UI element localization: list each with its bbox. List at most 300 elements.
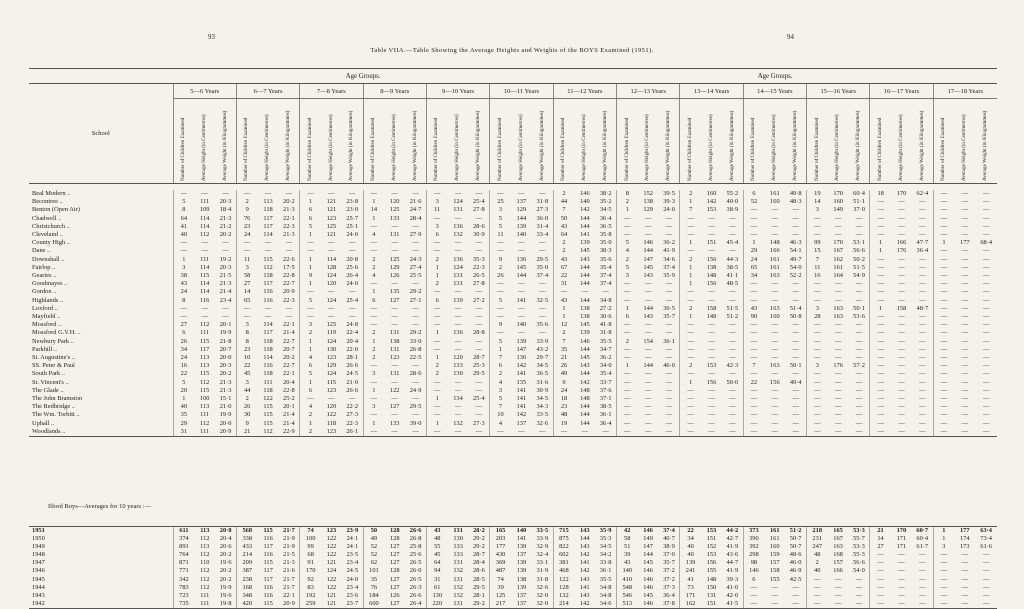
table-cell: 54·9 [853, 272, 865, 280]
age-group-header: 5—6 Years [173, 84, 236, 99]
school-name: Cleveland .. [32, 231, 63, 239]
table-cell: — [983, 329, 990, 337]
table-cell: — [412, 411, 419, 419]
averages-cell: — [806, 592, 827, 600]
table-cell: — [771, 288, 779, 296]
table-cell: — [870, 223, 891, 231]
table-cell: 164 [833, 272, 843, 280]
table-cell: — [983, 411, 990, 419]
table-cell: — [454, 411, 462, 419]
averages-cell: 392 [743, 543, 764, 551]
table-cell: 21·4 [283, 419, 295, 427]
table-cell: 21·6 [409, 198, 422, 206]
table-cell: — [870, 354, 891, 362]
table-row [29, 338, 997, 346]
table-cell: 156 [706, 378, 717, 386]
table-cell: 3 [807, 305, 828, 313]
averages-cell: 139 [516, 567, 527, 575]
table-cell: 8 [236, 329, 257, 337]
table-cell: 1 [363, 215, 384, 223]
averages-cell: 184 [363, 592, 384, 600]
table-cell: — [426, 428, 447, 437]
table-cell: 1 [363, 198, 384, 206]
table-cell: — [680, 338, 701, 346]
table-cell: 2 [617, 198, 638, 206]
averages-cell: 29·2 [469, 600, 490, 609]
table-cell: — [426, 346, 447, 354]
table-cell: — [708, 419, 715, 427]
table-cell: 115 [200, 337, 210, 345]
table-cell: 129 [516, 206, 527, 214]
table-cell: 29·5 [473, 370, 485, 378]
table-cell: — [645, 296, 652, 304]
averages-cell: 214 [553, 600, 574, 609]
table-cell: — [645, 214, 652, 222]
averages-cell: 32·9 [536, 543, 549, 551]
table-cell: — [898, 362, 905, 370]
table-cell: — [983, 345, 990, 353]
table-cell: 1 [680, 264, 701, 272]
table-cell: — [638, 428, 659, 437]
table-cell: 2 [300, 428, 321, 437]
table-row [29, 223, 997, 231]
table-cell: 177 [960, 239, 970, 247]
table-cell: — [328, 288, 335, 296]
averages-cell: 117 [263, 567, 273, 575]
averages-cell: 122 [326, 583, 337, 591]
table-cell: 161 [833, 263, 843, 271]
table-cell: 11 [807, 264, 828, 272]
table-cell: 118 [263, 337, 273, 345]
school-name: Highlands .. [32, 296, 64, 304]
table-cell: 112 [200, 321, 210, 329]
table-cell: 144 [580, 222, 590, 230]
table-cell: — [870, 420, 891, 428]
averages-cell: 50 [363, 527, 384, 536]
table-cell: 6 [300, 215, 321, 223]
table-cell: 142 [580, 378, 590, 386]
table-cell: — [363, 411, 384, 419]
table-cell: — [617, 288, 638, 296]
table-cell: 26·1 [342, 428, 363, 437]
table-row [29, 206, 997, 214]
averages-cell: 487 [490, 567, 511, 575]
table-cell: — [475, 378, 483, 386]
table-cell: 2 [426, 256, 447, 264]
table-cell: — [834, 231, 842, 239]
table-cell: — [645, 403, 652, 411]
averages-cell: — [855, 575, 863, 583]
averages-cell: 62 [363, 559, 384, 567]
column-header: Average Height (in Centimetres) [574, 99, 595, 184]
table-cell: — [665, 386, 673, 394]
table-cell: 161 [770, 190, 780, 197]
table-cell: 142 [516, 362, 527, 370]
age-groups-header-right: Age Groups. [553, 69, 997, 84]
table-cell: 2 [617, 256, 638, 264]
averages-cell: — [870, 584, 891, 592]
age-group-header: 12—13 Years [617, 84, 680, 99]
table-cell: — [222, 190, 229, 197]
averages-cell: 137 [516, 591, 527, 599]
table-cell: 50·2 [853, 255, 865, 263]
table-cell: 3 [363, 370, 384, 378]
averages-cell: — [975, 600, 997, 609]
table-cell: — [475, 386, 483, 394]
table-cell: — [539, 304, 546, 312]
table-cell: — [285, 247, 293, 255]
averages-cell: 117 [263, 575, 273, 583]
table-cell: — [743, 329, 764, 337]
table-cell: — [426, 215, 447, 223]
table-cell: 36·5 [599, 222, 612, 230]
table-cell: 133 [453, 362, 463, 370]
averages-cell: 61·7 [916, 543, 929, 551]
averages-cell: 116 [263, 583, 273, 591]
averages-cell: — [792, 583, 799, 591]
table-cell: — [898, 386, 905, 394]
table-cell: — [412, 362, 419, 370]
averages-cell: 32·0 [536, 591, 549, 599]
table-cell: 35·6 [536, 321, 549, 329]
table-cell: — [645, 354, 652, 362]
page-number-left: 93 [208, 33, 215, 41]
averages-cell: — [898, 559, 905, 567]
table-cell: — [617, 379, 638, 387]
table-cell: 2 [553, 239, 574, 247]
table-cell: 117 [263, 280, 273, 288]
averages-cell: 52 [363, 551, 384, 559]
table-cell: 130 [453, 370, 463, 378]
table-cell: 20·2 [283, 354, 295, 362]
table-cell: — [828, 428, 849, 437]
age-group-header: 15—16 Years [807, 84, 870, 99]
averages-cell: — [806, 576, 827, 584]
table-cell: 22·3 [346, 419, 359, 427]
averages-cell: 51 [616, 543, 637, 551]
table-cell: 1 [363, 420, 384, 428]
table-cell: — [729, 403, 736, 411]
table-cell: 111 [200, 411, 210, 419]
table-cell: 4 [617, 247, 638, 255]
averages-cell: 373 [743, 527, 764, 536]
table-cell: — [708, 329, 715, 337]
averages-cell: — [912, 600, 933, 609]
table-cell: 24 [553, 387, 574, 395]
table-cell: 146 [580, 190, 590, 197]
table-cell: 152 [643, 190, 653, 197]
averages-cell: 73 [680, 584, 701, 592]
table-cell: — [708, 222, 715, 230]
averages-cell: 55·3 [853, 551, 865, 559]
table-cell: — [539, 190, 546, 197]
table-cell: 163 [833, 304, 843, 312]
averages-cell: 600 [363, 600, 384, 609]
table-cell: — [729, 231, 736, 239]
table-cell: 124 [326, 272, 337, 280]
averages-cell: 124 [326, 567, 337, 575]
table-cell: — [285, 239, 293, 247]
table-cell: 139 [580, 329, 590, 337]
table-cell: — [855, 214, 863, 222]
table-cell: 20·0 [219, 354, 232, 362]
table-cell: 35·9 [663, 272, 675, 280]
table-cell: 145 [580, 247, 590, 255]
table-cell: 43 [553, 297, 574, 305]
table-cell: 111 [200, 329, 210, 337]
table-cell: 20·3 [219, 198, 232, 206]
table-cell: 3 [173, 264, 194, 272]
table-cell: 46·0 [663, 362, 675, 370]
column-header: Average Weight (in Kilogrammes) [532, 99, 553, 184]
averages-cell: — [898, 583, 905, 591]
averages-cell: 131 [706, 591, 717, 599]
averages-cell: 45 [426, 551, 447, 559]
table-cell: 170 [896, 190, 907, 197]
table-cell: 141 [516, 370, 527, 378]
averages-cell: 37·2 [663, 575, 675, 583]
averages-cell: 28·5 [473, 575, 485, 583]
table-cell: — [349, 190, 356, 197]
table-cell: 8 [173, 206, 194, 214]
averages-cell: — [834, 575, 842, 583]
table-cell: 147 [516, 345, 527, 353]
averages-cell: 871 [173, 559, 194, 567]
table-cell: 2 [490, 264, 511, 272]
table-cell: — [349, 247, 356, 255]
table-cell: 39·5 [663, 190, 675, 197]
averages-cell: — [961, 559, 968, 567]
averages-cell: 122 [553, 576, 574, 584]
table-cell: 120 [326, 403, 337, 411]
table-cell: — [792, 231, 799, 239]
table-cell: — [855, 411, 863, 419]
table-cell: — [391, 239, 398, 247]
table-cell: — [412, 239, 419, 247]
table-cell: — [490, 428, 511, 437]
table-cell: — [983, 419, 990, 427]
table-cell: — [708, 231, 715, 239]
table-cell: 35·5 [599, 337, 612, 345]
table-cell: 37·4 [599, 272, 612, 280]
table-cell: 22·6 [283, 255, 295, 263]
averages-cell: 68 [300, 551, 321, 559]
table-cell: 20·4 [346, 337, 359, 345]
averages-cell: 42 [616, 527, 637, 536]
table-cell: — [983, 337, 990, 345]
table-cell: 20·9 [283, 288, 295, 296]
school-heights-weights-table [29, 68, 997, 437]
table-cell: 36·4 [599, 214, 612, 222]
table-cell: 30·6 [599, 313, 612, 321]
table-cell: — [834, 370, 842, 378]
averages-cell: 74 [490, 576, 511, 584]
table-cell: 147 [643, 255, 653, 263]
averages-cell: 238 [236, 576, 257, 584]
table-cell: 141 [516, 395, 527, 403]
averages-cell: 218 [806, 527, 827, 536]
averages-cell: 142 [579, 551, 590, 559]
averages-cell: 111 [194, 600, 215, 609]
table-cell: — [792, 296, 799, 304]
table-cell: 1 [933, 239, 954, 247]
table-cell: — [870, 403, 891, 411]
table-cell: 38·2 [599, 190, 612, 197]
averages-cell: — [870, 600, 891, 609]
school-name: Mayfield .. [32, 313, 61, 321]
table-cell: — [617, 223, 638, 231]
table-cell: 144 [580, 280, 590, 288]
averages-cell: 142 [579, 567, 590, 575]
table-cell: — [475, 304, 483, 312]
school-name: Fairlop .. [32, 263, 56, 271]
averages-cell: 31·8 [536, 575, 549, 583]
averages-cell: 23·5 [346, 551, 359, 559]
averages-cell: 137 [511, 600, 532, 609]
averages-cell: — [961, 575, 968, 583]
table-cell: 3 [617, 272, 638, 280]
table-cell: 2 [426, 280, 447, 288]
table-cell: 127 [389, 296, 400, 304]
table-cell: 5 [490, 297, 511, 305]
averages-cell: 128 [553, 584, 574, 592]
table-cell: 129 [643, 206, 653, 214]
table-cell: 51·5 [853, 263, 865, 271]
table-cell: — [933, 411, 954, 419]
table-cell: — [264, 247, 272, 255]
table-cell: — [933, 379, 954, 387]
averages-cell: 143 [579, 591, 590, 599]
table-cell: — [870, 297, 891, 305]
table-cell: 20·2 [219, 370, 232, 378]
table-cell: 7 [743, 362, 764, 370]
table-row [29, 297, 997, 305]
table-cell: — [834, 337, 842, 345]
averages-cell: 247 [806, 543, 827, 551]
table-cell: 40·0 [726, 198, 739, 206]
table-cell: — [983, 198, 990, 206]
table-cell: 1 [426, 272, 447, 280]
school-name: Beal Modern .. [32, 190, 71, 197]
table-cell: — [539, 280, 546, 288]
school-name: The John Bramston [32, 395, 83, 403]
table-cell: — [665, 411, 673, 419]
table-cell: — [391, 395, 398, 403]
averages-cell: 611 [173, 527, 194, 536]
table-cell: 21·3 [219, 214, 232, 222]
table-cell: 20·8 [346, 255, 359, 263]
averages-cell: 143 [579, 543, 590, 551]
table-cell: 1 [870, 305, 891, 313]
table-cell: 163 [770, 272, 780, 280]
table-cell: 139 [580, 239, 590, 247]
averages-cell: 151 [706, 535, 717, 543]
age-group-header: 13—14 Years [680, 84, 743, 99]
table-cell: 34·0 [599, 362, 612, 370]
year-label: 1943 [32, 591, 45, 599]
averages-cell: 74 [300, 527, 321, 536]
table-cell: 6 [300, 387, 321, 395]
table-cell: — [933, 338, 954, 346]
averages-cell: 140 [511, 527, 532, 536]
table-cell: 99 [807, 239, 828, 247]
table-cell: — [743, 223, 764, 231]
table-cell: — [891, 428, 912, 437]
averages-cell: 149 [643, 535, 653, 543]
table-cell: — [834, 354, 842, 362]
averages-cell: — [919, 567, 926, 575]
table-cell: 65 [743, 264, 764, 272]
table-cell: 20·1 [219, 321, 232, 329]
table-cell: 39·3 [663, 198, 675, 206]
table-cell: 1 [680, 313, 701, 321]
averages-cell: 40·7 [663, 535, 675, 543]
table-cell: 36·2 [663, 239, 675, 247]
table-cell: — [743, 346, 764, 354]
averages-cell: 14 [870, 535, 891, 543]
table-cell: — [870, 272, 891, 280]
table-cell: — [201, 313, 208, 321]
averages-cell: 125 [490, 592, 511, 600]
table-cell: — [919, 337, 926, 345]
table-cell: — [201, 304, 208, 312]
averages-cell: 171 [896, 535, 907, 543]
table-cell: 1 [870, 239, 891, 247]
table-cell: — [792, 222, 799, 230]
column-header: Average Weight (in Kilogrammes) [659, 99, 680, 184]
table-cell: 23 [236, 223, 257, 231]
averages-cell: 35 [363, 576, 384, 584]
table-cell: — [391, 313, 398, 321]
table-cell: — [743, 428, 764, 437]
table-cell: — [855, 354, 863, 362]
table-cell: 136 [516, 255, 527, 263]
averages-cell: 34·5 [599, 543, 612, 551]
table-cell: 27·8 [473, 206, 485, 214]
averages-cell: 91 [300, 559, 321, 567]
table-cell: — [898, 403, 905, 411]
table-cell: 27·2 [599, 304, 612, 312]
table-cell: — [475, 214, 483, 222]
averages-cell: 32·6 [536, 583, 549, 591]
table-cell: — [285, 304, 293, 312]
table-cell: — [834, 386, 842, 394]
table-cell: 30 [236, 411, 257, 419]
table-cell: 124 [453, 263, 463, 271]
table-cell: 3 [236, 321, 257, 329]
table-cell: 125 [326, 222, 337, 230]
table-cell: — [300, 239, 321, 247]
table-cell: 109 [199, 206, 210, 214]
table-cell: — [743, 288, 764, 296]
table-cell: 144 [516, 214, 527, 222]
averages-cell: 37·2 [663, 567, 675, 575]
averages-cell: — [919, 591, 926, 599]
table-cell: — [961, 288, 969, 296]
table-cell: 158 [896, 304, 907, 312]
averages-cell: 162 [680, 600, 701, 609]
table-cell: — [933, 305, 954, 313]
averages-cell: 20·2 [219, 551, 232, 559]
averages-cell: 131 [453, 575, 463, 583]
averages-cell: 20·2 [219, 575, 232, 583]
table-cell: 14 [236, 288, 257, 296]
averages-cell: 31 [426, 576, 447, 584]
table-row [29, 239, 997, 247]
table-cell: 1 [743, 239, 764, 247]
table-cell: — [961, 403, 969, 411]
table-cell: 24·5 [346, 370, 359, 378]
